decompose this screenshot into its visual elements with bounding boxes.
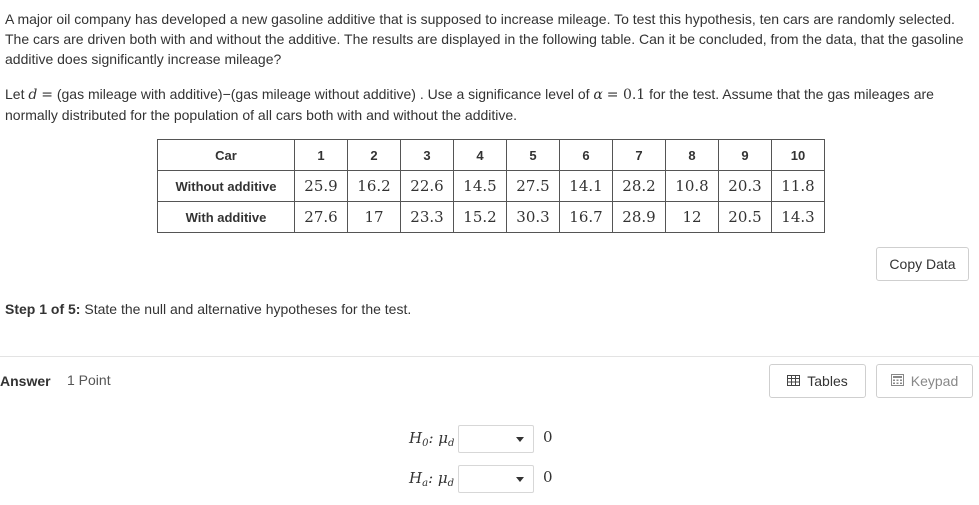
null-hypothesis-operator-dropdown[interactable] — [458, 425, 534, 453]
table-cell: 20.5 — [719, 202, 772, 233]
tables-button[interactable] — [769, 364, 866, 398]
step-instruction — [5, 301, 411, 317]
let-text: Let — [5, 86, 25, 102]
mu-symbol: : μ — [428, 469, 448, 487]
table-cell: 15.2 — [454, 202, 507, 233]
car-header: 8 — [666, 140, 719, 171]
null-hypothesis-label — [409, 429, 454, 449]
table-cell: 12 — [666, 202, 719, 233]
h0-symbol: H — [409, 429, 423, 447]
table-cell: 17 — [348, 202, 401, 233]
ha-symbol: H — [409, 469, 423, 487]
table-cell: 27.5 — [507, 171, 560, 202]
data-table — [157, 139, 825, 233]
table-cell: 16.2 — [348, 171, 401, 202]
table-header-label: Car — [158, 140, 295, 171]
car-header: 2 — [348, 140, 401, 171]
table-header-row — [158, 140, 825, 171]
keypad-icon — [891, 373, 904, 389]
tables-label: Tables — [807, 373, 848, 389]
table-cell: 22.6 — [401, 171, 454, 202]
row-label: With additive — [158, 202, 295, 233]
mu-subscript: d — [448, 438, 455, 449]
copy-data-button[interactable] — [876, 247, 969, 281]
alpha-symbol: α — [593, 87, 603, 103]
variable-d: d — [28, 87, 38, 103]
keypad-label: Keypad — [910, 373, 959, 389]
alternative-hypothesis-value: 0 — [543, 468, 553, 486]
table-cell: 10.8 — [666, 171, 719, 202]
question-paragraph-2 — [5, 84, 970, 125]
question-paragraph-1: A major oil company has developed a new gasoline additive that is supposed to increase mileage. To test this hypothesis, ten cars are randomly selected. The cars are driven both with and without the additive. The results are displayed in the following table. Can it be concluded, from the data, that the gasoline additive does significantly increase mileage? — [5, 11, 964, 67]
ha-subscript: a — [422, 478, 429, 489]
table-cell: 14.3 — [772, 202, 825, 233]
table-cell: 14.5 — [454, 171, 507, 202]
null-hypothesis-value: 0 — [543, 428, 553, 446]
equals-sign: = — [41, 87, 53, 103]
table-icon — [787, 373, 800, 389]
assumption-text: for the test. Assume that the gas mileages are normally distributed for the population of all cars both with and without the additive. — [5, 86, 934, 123]
step-text: State the null and alternative hypotheses for the test. — [84, 301, 412, 317]
mu-subscript: d — [447, 478, 455, 489]
alternative-hypothesis-label — [409, 469, 454, 489]
alternative-hypothesis-operator-dropdown[interactable] — [458, 465, 534, 493]
keypad-button[interactable] — [876, 364, 973, 398]
car-header: 7 — [613, 140, 666, 171]
row-label: Without additive — [158, 171, 295, 202]
mu-symbol: : μ — [428, 429, 449, 447]
table-cell: 23.3 — [401, 202, 454, 233]
table-cell: 27.6 — [295, 202, 348, 233]
car-header: 1 — [295, 140, 348, 171]
car-header: 3 — [401, 140, 454, 171]
table-cell: 16.7 — [560, 202, 613, 233]
alpha-value: = 0.1 — [606, 87, 646, 103]
caret-down-icon — [516, 437, 524, 442]
copy-data-label: Copy Data — [889, 256, 956, 272]
table-row — [158, 202, 825, 233]
points-label: 1 Point — [67, 372, 111, 388]
table-cell: 14.1 — [560, 171, 613, 202]
car-header: 6 — [560, 140, 613, 171]
answer-label: Answer — [0, 373, 51, 389]
car-header: 10 — [772, 140, 825, 171]
car-header: 4 — [454, 140, 507, 171]
car-header: 5 — [507, 140, 560, 171]
car-header: 9 — [719, 140, 772, 171]
table-row — [158, 171, 825, 202]
significance-text: . Use a significance level of — [419, 86, 590, 102]
step-prefix: Step 1 of 5: — [5, 301, 81, 317]
caret-down-icon — [516, 477, 524, 482]
table-cell: 25.9 — [295, 171, 348, 202]
h0-subscript: 0 — [422, 438, 429, 449]
table-cell: 30.3 — [507, 202, 560, 233]
table-cell: 11.8 — [772, 171, 825, 202]
table-cell: 20.3 — [719, 171, 772, 202]
divider — [0, 356, 979, 357]
table-cell: 28.9 — [613, 202, 666, 233]
d-definition: (gas mileage with additive)−(gas mileage without additive) — [56, 86, 416, 102]
table-cell: 28.2 — [613, 171, 666, 202]
